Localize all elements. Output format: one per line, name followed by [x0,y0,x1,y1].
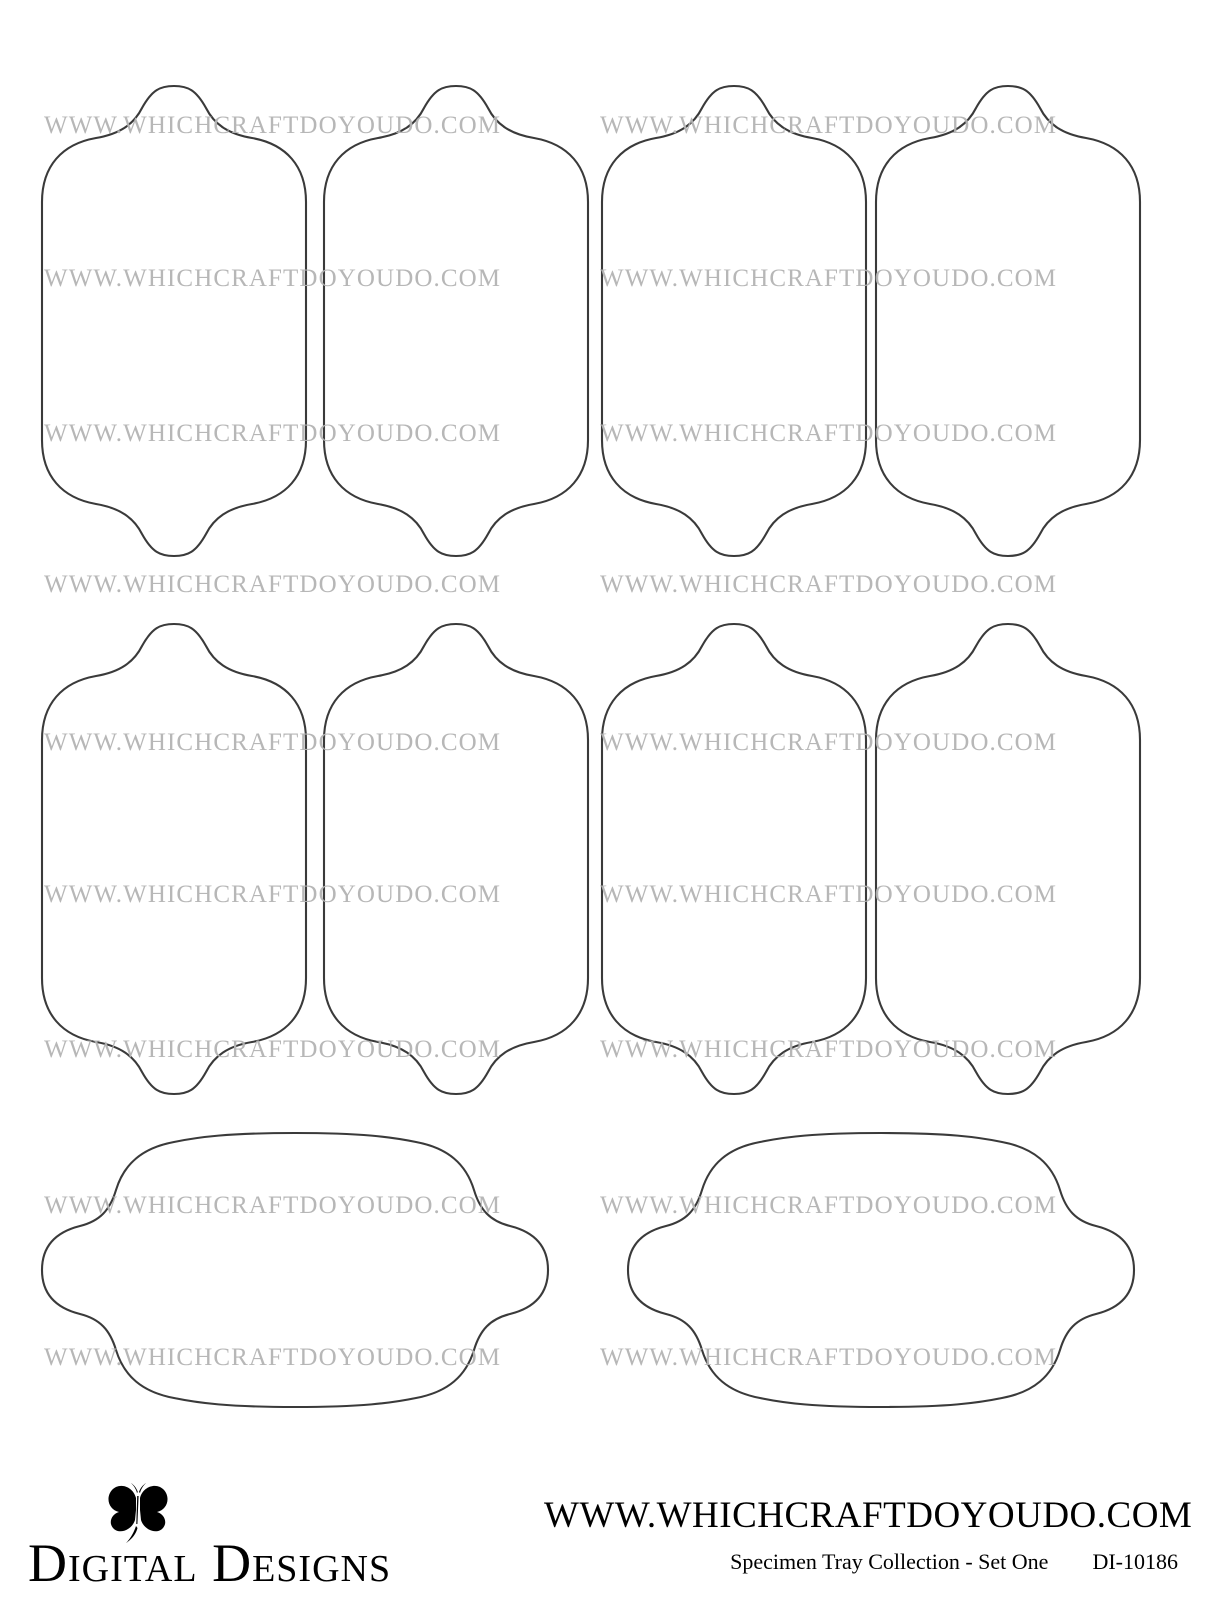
item-code: DI-10186 [1092,1549,1178,1574]
site-url[interactable]: WWW.WHICHCRAFTDOYOUDO.COM [544,1495,1193,1536]
watermark-text: WWW.WHICHCRAFTDOYOUDO.COM [44,420,502,447]
watermark-text: WWW.WHICHCRAFTDOYOUDO.COM [44,729,502,756]
watermark-text: WWW.WHICHCRAFTDOYOUDO.COM [44,571,502,598]
label-tall-5[interactable] [42,624,306,1094]
watermark-text: WWW.WHICHCRAFTDOYOUDO.COM [600,420,1058,447]
brand-name: Digital Designs [28,1533,392,1593]
label-row-tall-2 [42,624,1140,1094]
watermark-text: WWW.WHICHCRAFTDOYOUDO.COM [44,265,502,292]
watermark-text: WWW.WHICHCRAFTDOYOUDO.COM [44,1192,502,1219]
label-tall-2[interactable] [324,86,588,556]
label-wide-2[interactable] [628,1133,1134,1407]
watermark-text: WWW.WHICHCRAFTDOYOUDO.COM [44,112,502,139]
watermark-text: WWW.WHICHCRAFTDOYOUDO.COM [44,1344,502,1371]
collection-name: Specimen Tray Collection - Set One [730,1549,1049,1574]
watermark-text: WWW.WHICHCRAFTDOYOUDO.COM [600,1036,1058,1063]
watermark-text: WWW.WHICHCRAFTDOYOUDO.COM [44,881,502,908]
footer-meta [544,1549,1184,1575]
brand-logo [28,1480,458,1610]
watermark-text: WWW.WHICHCRAFTDOYOUDO.COM [600,1192,1058,1219]
watermark-text: WWW.WHICHCRAFTDOYOUDO.COM [600,571,1058,598]
watermark-text: WWW.WHICHCRAFTDOYOUDO.COM [600,112,1058,139]
label-tall-3[interactable] [602,86,866,556]
footer-right [544,1494,1193,1575]
watermark-text: WWW.WHICHCRAFTDOYOUDO.COM [600,1344,1058,1371]
label-tall-1[interactable] [42,86,306,556]
label-tall-6[interactable] [324,624,588,1094]
label-tall-8[interactable] [876,624,1140,1094]
watermark-text: WWW.WHICHCRAFTDOYOUDO.COM [44,1036,502,1063]
watermark-text: WWW.WHICHCRAFTDOYOUDO.COM [600,729,1058,756]
label-tall-7[interactable] [602,624,866,1094]
label-row-tall-1 [42,86,1140,556]
watermark-text: WWW.WHICHCRAFTDOYOUDO.COM [600,881,1058,908]
label-row-wide [42,1133,1134,1407]
label-tall-4[interactable] [876,86,1140,556]
page-footer [0,1470,1214,1615]
label-wide-1[interactable] [42,1133,548,1407]
watermark-text: WWW.WHICHCRAFTDOYOUDO.COM [600,265,1058,292]
